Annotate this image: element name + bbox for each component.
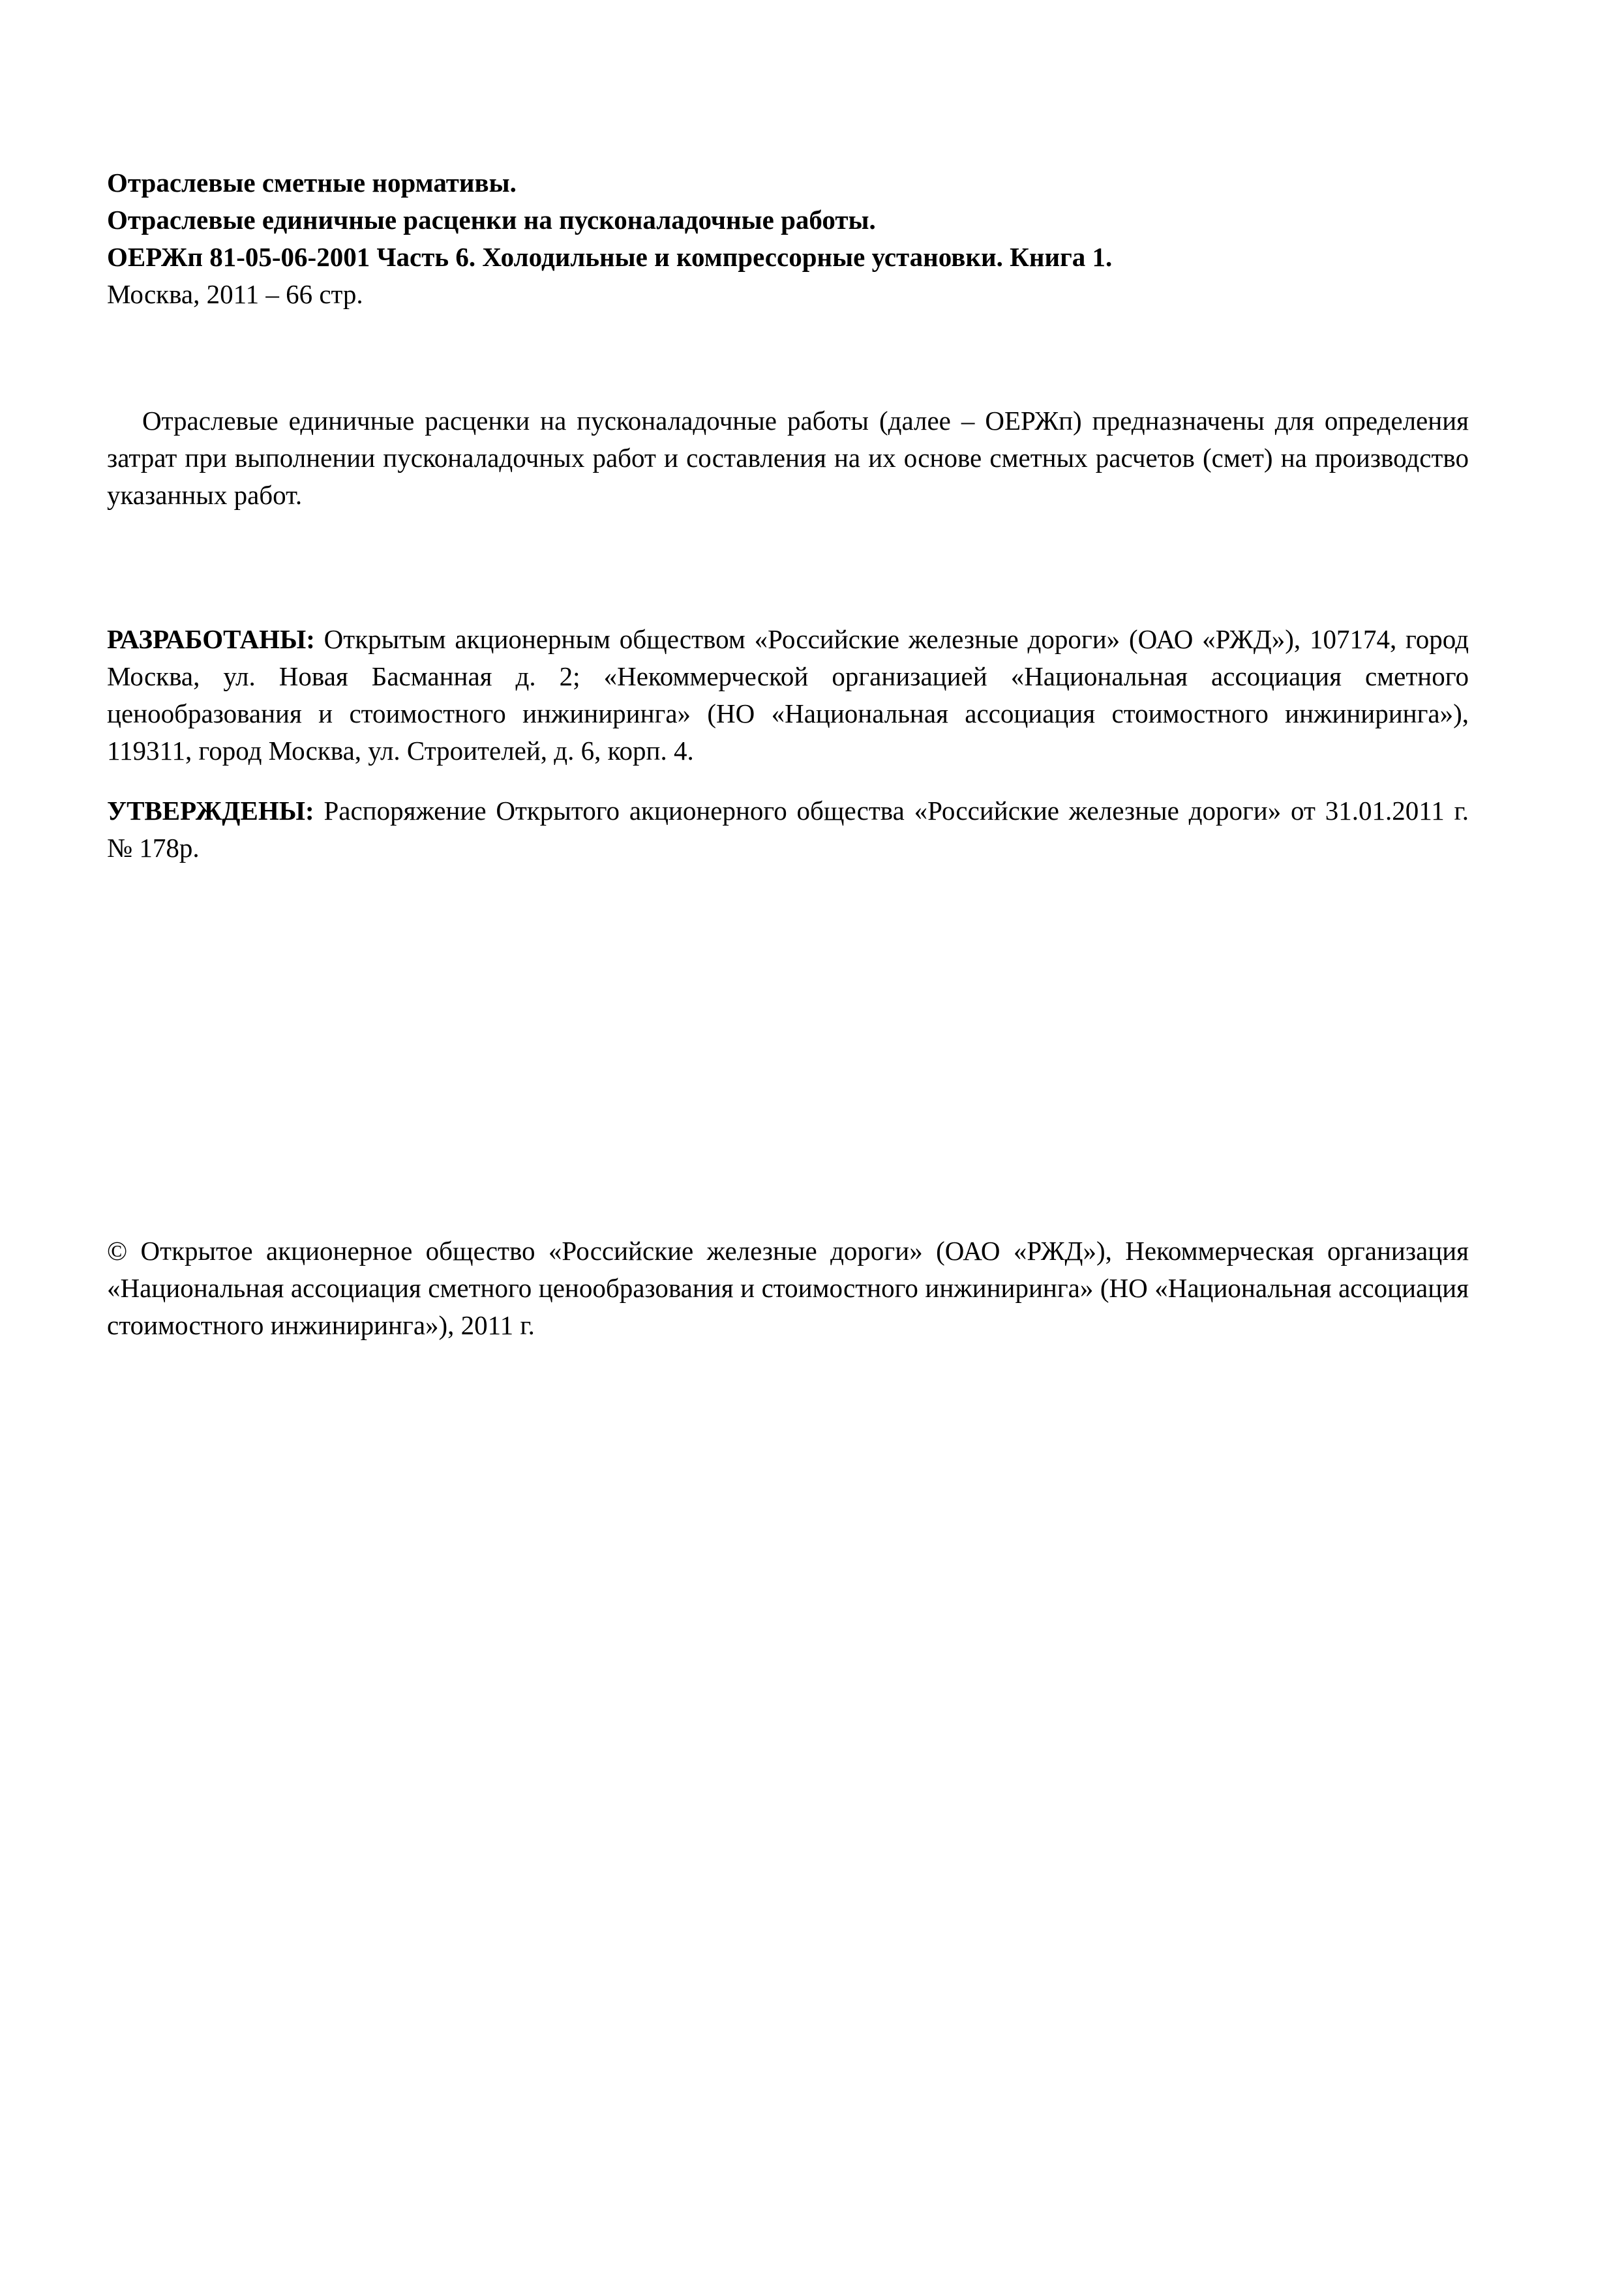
copyright-paragraph bbox=[107, 1233, 1469, 1344]
header-publication-info: Москва, 2011 – 66 стр. bbox=[107, 279, 363, 309]
developed-label: РАЗРАБОТАНЫ: bbox=[107, 624, 315, 654]
approved-text: Распоряжение Открытого акционерного общества «Российские железные дороги» от 31.01.2011 г. № 178р. bbox=[107, 796, 1469, 863]
copyright-text: © Открытое акционерное общество «Российские железные дороги» (ОАО «РЖД»), Некоммерческая организация «Национальная ассоциация сметного ценообразования и стоимостного инжиниринга» (НО «Национальная ассоциация стоимостного инжиниринга»), 2011 г. bbox=[107, 1236, 1469, 1340]
header-collection-title: Отраслевые единичные расценки на пусконаладочные работы. bbox=[107, 205, 876, 235]
header-series-title: Отраслевые сметные нормативы. bbox=[107, 168, 517, 198]
document-header bbox=[107, 164, 1469, 313]
developed-paragraph bbox=[107, 621, 1469, 770]
intro-text: Отраслевые единичные расценки на пусконаладочные работы (далее – ОЕРЖп) предназначены для определения затрат при выполнении пусконаладочных работ и составления на их основе сметных расчетов (смет) на производство указанных работ. bbox=[107, 406, 1469, 510]
header-document-title: ОЕРЖп 81-05-06-2001 Часть 6. Холодильные и компрессорные установки. Книга 1. bbox=[107, 242, 1113, 272]
approved-paragraph bbox=[107, 792, 1469, 867]
approved-label: УТВЕРЖДЕНЫ: bbox=[107, 796, 314, 826]
intro-paragraph bbox=[107, 402, 1469, 514]
developed-text: Открытым акционерным обществом «Российские железные дороги» (ОАО «РЖД»), 107174, город Москва, ул. Новая Басманная д. 2; «Некоммерческой организацией «Национальная ассоциация сметного ценообразования и стоимостного инжиниринга» (НО «Национальная ассоциация стоимостного инжиниринга»), 119311, город Москва, ул. Строителей, д. 6, корп. 4. bbox=[107, 624, 1469, 766]
